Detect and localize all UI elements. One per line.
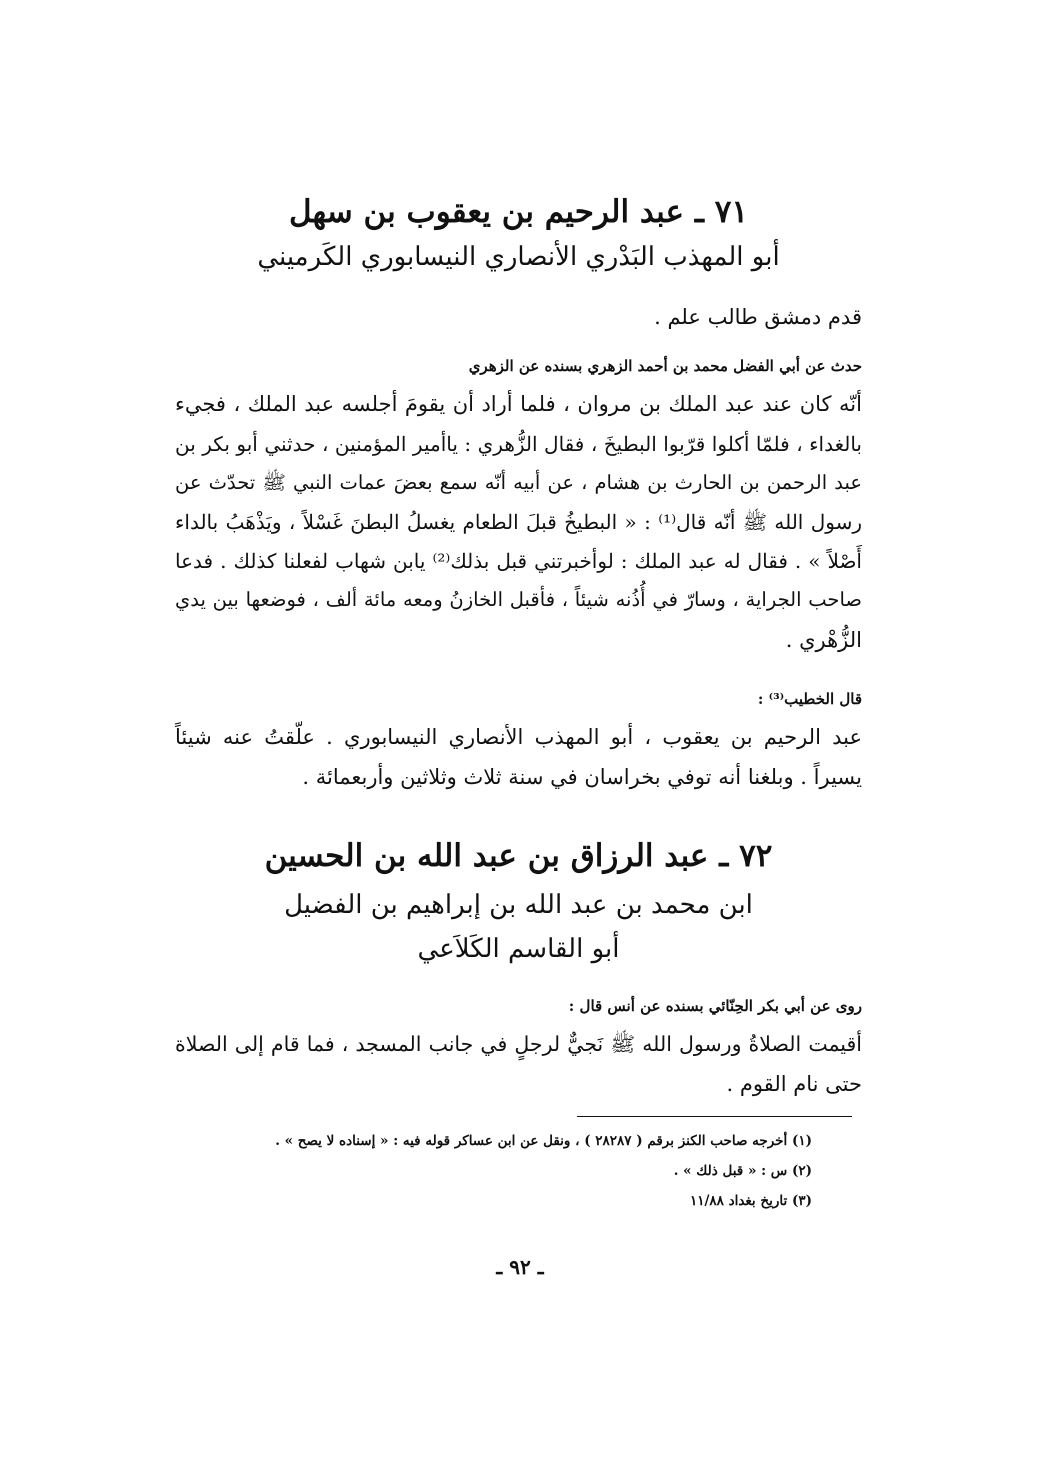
page-number: ـ ٩٢ ـ <box>496 1255 544 1279</box>
entry-71-body-line: أَصْلاً » . فقال له عبد الملك : لوأخبرتني قبل بذلك⁽²⁾ يابن شهاب لفعلنا كذلك . فدعا <box>175 549 862 573</box>
khatib-line: عبد الرحيم بن يعقوب ، أبو المهذب الأنصاري النيسابوري . علّقتُ عنه شيئاً <box>175 725 862 749</box>
entry-71-body-line: عبد الرحمن بن الحارث بن هشام ، عن أبيه أنّه سمع بعضَ عمات النبي ﷺ تحدّث عن <box>175 471 862 494</box>
entry-72-subtitle: أبو القاسم الكَلاَعي <box>417 934 620 964</box>
footnote-separator <box>577 1116 852 1117</box>
entry-72-title: ٧٢ ـ عبد الرزاق بن عبد الله بن الحسين <box>264 838 773 874</box>
entry-71-body-line: أنّه كان عند عبد الملك بن مروان ، فلما أراد أن يقومَ أجلسه عبد الملك ، فجيء <box>175 392 862 416</box>
entry-71-body-line: رسول الله ﷺ أنّه قال⁽¹⁾ : « البطيخُ قبلَ الطعام يغسلُ البطنَ غَسْلاً ، ويَذْهَبُ بالداء <box>175 510 863 534</box>
entry-71-chain: حدث عن أبي الفضل محمد بن أحمد الزهري بسنده عن الزهري <box>468 357 862 375</box>
entry-72-chain: روى عن أبي بكر الحِنّائي بسنده عن أنس قال : <box>568 997 862 1015</box>
entry-71-body-line: الزُّهْري . <box>785 628 862 652</box>
khatib-label: قال الخطيب⁽³⁾ : <box>757 690 862 708</box>
entry-72-subtitle: ابن محمد بن عبد الله بن إبراهيم بن الفضيل <box>284 890 753 920</box>
entry-71-body-line: صاحب الجراية ، وسارّ في أُذُنه شيئاً ، فأقبل الخازنُ ومعه مائة ألف ، فوضعها بين يدي <box>175 588 862 611</box>
entry-71-arrival: قدم دمشق طالب علم . <box>654 305 862 329</box>
footnote: (٢) س : « قبل ذلك » . <box>673 1163 812 1179</box>
entry-72-body-line: أقيمت الصلاةُ ورسول الله ﷺ نَجيٌّ لرجلٍ في جانب المسجد ، فما قام إلى الصلاة <box>175 1032 862 1056</box>
entry-71-subtitle: أبو المهذب البَدْري الأنصاري النيسابوري الكَرميني <box>257 242 780 272</box>
footnote: (١) أخرجه صاحب الكنز برقم ( ٢٨٢٨٧ ) ، ونقل عن ابن عساكر قوله فيه : « إسناده لا يصح » . <box>275 1133 812 1149</box>
footnote: (٣) تاريخ بغداد ١١/٨٨ <box>689 1193 812 1209</box>
khatib-line: يسيراً . وبلغنا أنه توفي بخراسان في سنة ثلاث وثلاثين وأربعمائة . <box>302 765 862 789</box>
entry-72-body-line: حتى نام القوم . <box>726 1072 862 1096</box>
entry-71-title: ٧١ ـ عبد الرحيم بن يعقوب بن سهل <box>288 194 749 230</box>
entry-71-body-line: بالغداء ، فلمّا أكلوا قرّبوا البطيخَ ، فقال الزُّهري : ياأمير المؤمنين ، حدثني أبو بكر بن <box>175 432 862 456</box>
